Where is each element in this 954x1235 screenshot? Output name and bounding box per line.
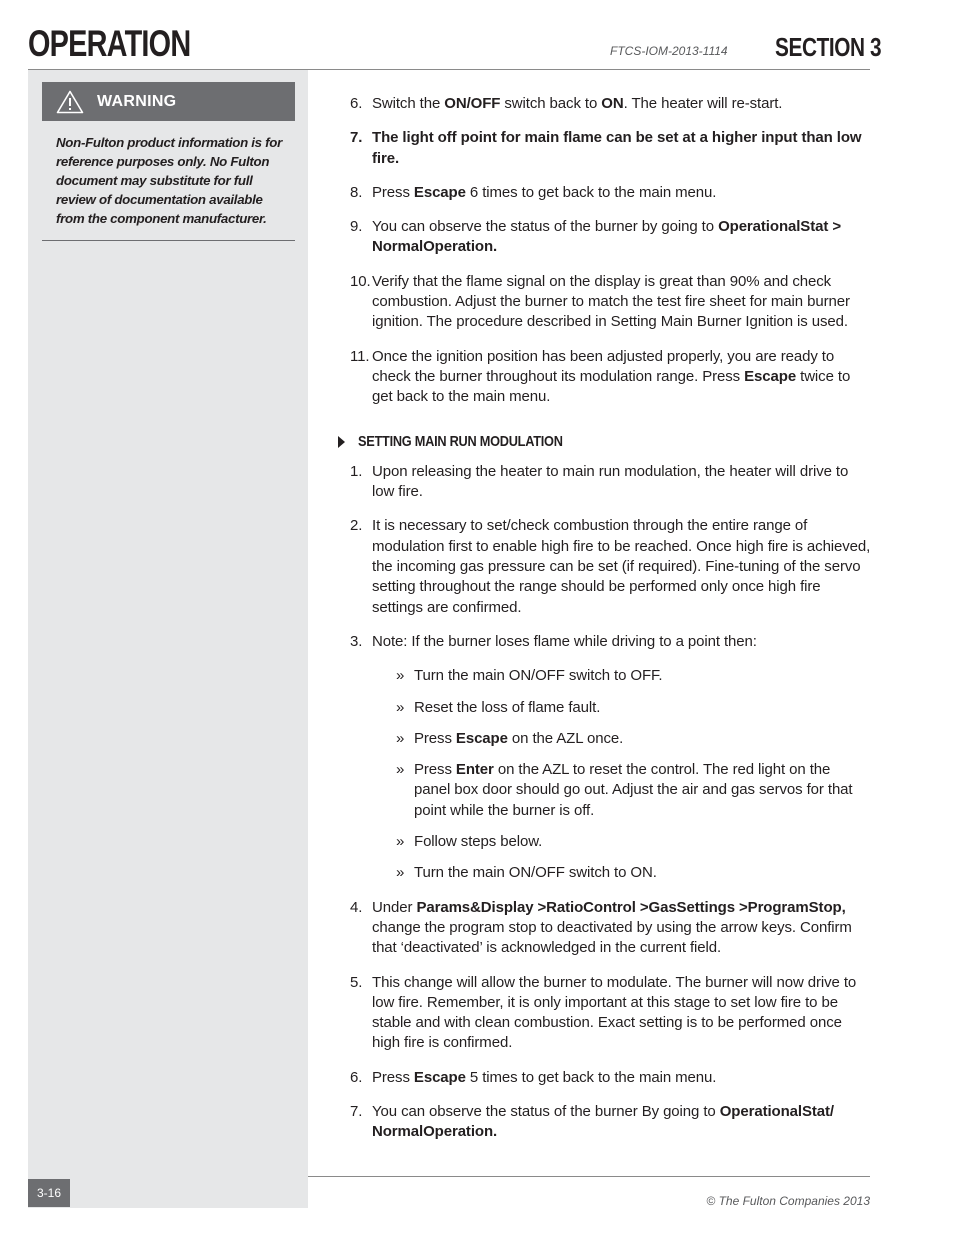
text-run: twice to get back to the main menu. [372,367,851,406]
step-text [372,632,871,652]
text-run: You can observe the status of the burner By going to [372,1102,720,1120]
text-run: switch back to [500,95,602,112]
bullet-text [414,863,871,883]
section-label: SECTION 3 [775,32,882,62]
text-run: Press [372,183,414,201]
steps-list-continued [336,94,871,408]
bullet-marker: » [396,698,405,716]
text-run: Press [414,761,456,779]
text-run: Switch the [372,95,445,112]
step-number: 6. [350,95,363,112]
step-text [372,94,871,114]
step-item [336,516,871,617]
step-number: 7. [350,129,363,147]
text-run: Reset the loss of flame fault. [414,698,601,716]
step-text [372,128,871,169]
step-text [372,183,871,203]
text-run: You can observe the status of the burner by going to [372,218,719,236]
text-run: . The heater will re-start. [623,95,783,112]
step-item [336,217,871,258]
text-run: Press [414,729,456,747]
text-run: Note: If the burner loses flame while driving to a point then: [372,632,757,650]
bullet-marker: » [396,864,405,882]
bullet-item [336,832,871,852]
bold-text: ON/OFF [444,95,501,112]
bullet-text [414,698,871,718]
step-number: 11. [350,347,370,365]
bullet-text [414,666,871,686]
text-run: Verify that the flame signal on the display is great than 90% and check combustion. Adjust the burner to match the test fire sheet for main burner ignition. The procedure described in Setting Main Burner Ignition is used. [372,272,850,331]
step-item [336,1068,871,1088]
step-number: 7. [350,1102,363,1120]
bullet-text [414,832,871,852]
step-text [372,516,871,617]
bold-text: Params&Display >RatioControl >GasSettings >ProgramStop, [416,898,846,916]
step-item [336,462,871,503]
bullet-text [414,729,871,749]
text-run: Once the ignition position has been adjusted properly, you are ready to check the burner throughout its modulation range. Press [372,347,835,385]
step-item [336,1102,871,1143]
step-number: 8. [350,183,363,201]
bold-text: ON [601,95,624,112]
bold-text: Enter [455,761,494,779]
step-item [336,898,871,959]
steps-list-modulation-continued [336,898,871,1143]
step-number: 9. [350,218,363,236]
warning-header [42,82,295,121]
text-run: Follow steps below. [414,833,543,851]
step-text [372,272,871,333]
bullet-item [336,760,871,821]
bullet-marker: » [396,729,405,747]
step-text [372,347,871,408]
bullet-item [336,729,871,749]
text-run: Press [372,1068,414,1086]
step-item [336,347,871,408]
step-item [336,272,871,333]
step-number: 3. [350,632,363,650]
subheading-text: SETTING MAIN RUN MODULATION [358,432,563,450]
text-run: change the program stop to deactivated by using the arrow keys. Confirm that ‘deactivated’ is acknowledged in the current field. [372,918,852,957]
step-number: 6. [350,1068,363,1086]
bold-text: Escape [455,729,508,747]
step-text [372,898,871,959]
step-text [372,462,871,503]
step-item [336,632,871,652]
text-run: Under [372,898,417,916]
warning-text: Non-Fulton product information is for reference purposes only. No Fulton document may substitute for full review of documentation available from the component manufacturer. [56,135,282,226]
text-run: It is necessary to set/check combustion through the entire range of modulation first to enable high fire to be reached. Once high fire is achieved, the incoming gas pressure can be set (if required). Fine-tuning of the servo setting throughout the range should be performed only once high fire settings are confirmed. [372,517,871,616]
triangle-bullet-icon [338,436,345,448]
text-run: on the AZL to reset the control. The red light on the panel box door should go out. Adjust the air and gas servos for that point while the burner is off. [414,761,853,819]
step-number: 4. [350,898,363,916]
bullet-marker: » [396,761,405,779]
step-item [336,128,871,169]
step-text [372,1068,871,1088]
text-run: Turn the main ON/OFF switch to OFF. [414,667,663,685]
warning-label: WARNING [97,92,177,110]
bold-text: The light off point for main flame can be set at a higher input than low fire. [372,129,862,167]
step-text [372,1102,871,1143]
step-item [336,973,871,1054]
subheading [338,432,871,452]
text-run: Upon releasing the heater to main run modulation, the heater will drive to low fire. [372,462,849,501]
step-text [372,217,871,258]
warning-divider [42,240,295,241]
bold-text: Escape [413,183,466,201]
page-title: OPERATION [28,23,191,64]
copyright: © The Fulton Companies 2013 [706,1194,870,1208]
footer-divider [308,1176,870,1177]
bold-text: OperationalStat > NormalOperation. [372,218,841,256]
warning-triangle-icon [56,90,84,114]
text-run: This change will allow the burner to modulate. The burner will now drive to low fire. Remember, it is only important at this stage to set low fire to be stable and with clean combustion. Exact setting is to be performed once high fire is confirmed. [372,973,857,1052]
step-item [336,183,871,203]
sub-bullet-list [336,666,871,883]
step-number: 10. [350,272,371,290]
text-run: 5 times to get back to the main menu. [465,1068,717,1086]
bold-text: OperationalStat/ NormalOperation. [372,1102,834,1141]
text-run: 6 times to get back to the main menu. [465,183,717,201]
step-number: 1. [350,462,363,480]
bullet-item [336,698,871,718]
bullet-marker: » [396,833,405,851]
document-code: FTCS-IOM-2013-1114 [610,44,728,58]
step-item [336,94,871,114]
step-number: 2. [350,517,363,535]
step-number: 5. [350,973,363,991]
step-text [372,973,871,1054]
bold-text: Escape [413,1068,466,1086]
bullet-marker: » [396,667,405,685]
bullet-item [336,863,871,883]
steps-list-modulation [336,462,871,652]
text-run: on the AZL once. [507,729,624,747]
text-run: Turn the main ON/OFF switch to ON. [414,864,657,882]
main-content [336,94,871,1157]
bullet-item [336,666,871,686]
bullet-text [414,760,871,821]
bold-text: Escape [744,367,797,385]
page-number: 3-16 [28,1179,70,1207]
